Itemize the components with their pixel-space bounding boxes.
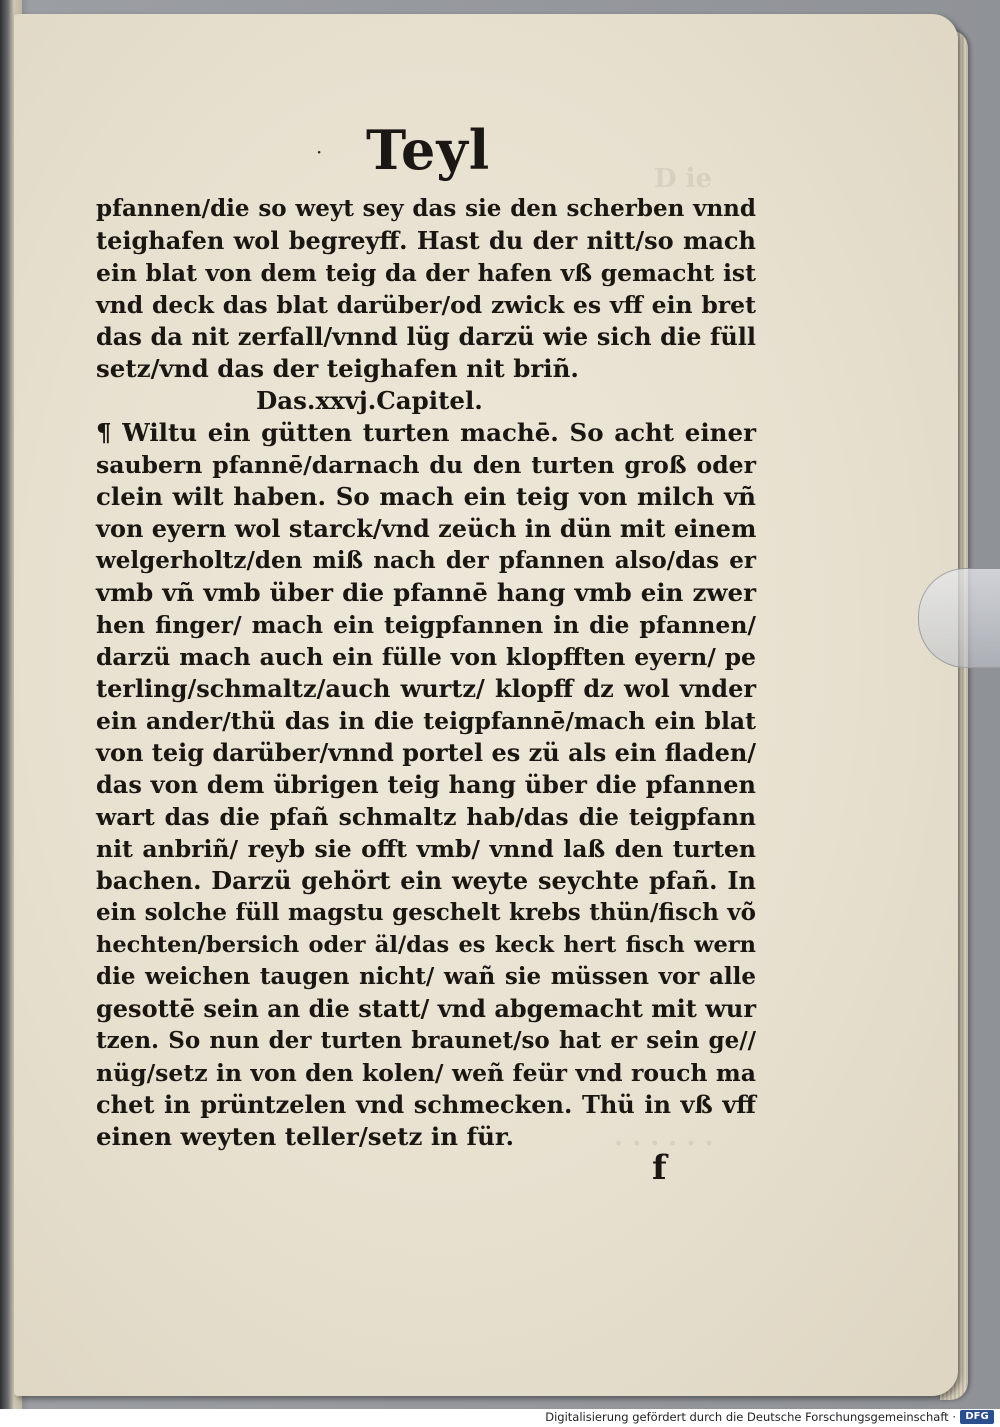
text-line: saubern pfannē/darnach du den turten groß oder (96, 451, 756, 479)
text-line: darzü mach auch ein fülle von klopfften eyern/ pe (96, 643, 756, 671)
page-clip-holder (918, 568, 1000, 668)
text-line: ein solche füll magstu geschelt krebs thün/fisch võ (96, 899, 756, 926)
signature-mark: f (652, 1148, 667, 1188)
text-line: nüg/setz in von den kolen/ weñ feür vnd rouch ma (96, 1059, 756, 1087)
text-line: ein blat von dem teig da der hafen vß gemacht ist (96, 259, 756, 287)
running-head-title: Teyl (366, 118, 491, 182)
text-line: chet in prüntzelen vnd schmecken. Thü in vß vff (96, 1090, 756, 1119)
text-line: vmb vñ vmb über die pfannē hang vmb ein zwer (96, 578, 756, 607)
bleed-through-text: · · · · · · (614, 1129, 714, 1159)
text-line: terling/schmaltz/auch wurtz/ klopff dz wol vnder (96, 674, 756, 703)
chapter-heading: Das.xxvj.Capitel. (256, 386, 483, 415)
text-line: nit anbriñ/ reyb sie offt vmb/ vnnd laß den turten (96, 835, 756, 863)
text-line: das da nit zerfall/vnnd lüg darzü wie sich die füll (96, 322, 756, 351)
text-line: tzen. So nun der turten braunet/so hat er sein ge// (96, 1027, 756, 1054)
running-head (314, 118, 514, 188)
text-line: die weichen taugen nicht/ wañ sie müssen vor alle (96, 963, 756, 990)
text-line: gesottē sein an die statt/ vnd abgemacht mit wur (96, 994, 756, 1023)
text-line: ein ander/thü das in die teigpfannē/mach ein blat (96, 707, 756, 735)
text-line: setz/vnd das der teighafen nit briñ. (96, 354, 579, 383)
text-line: hen finger/ mach ein teigpfannen in die pfannen/ (96, 611, 756, 639)
text-line: pfannen/die so weyt sey das sie den scherben vnnd (96, 195, 756, 222)
text-line: welgerholtz/den miß nach der pfannen also/das er (96, 547, 756, 574)
text-line: clein wilt haben. So mach ein teig von milch vñ (96, 482, 756, 511)
footer-credit: Digitalisierung gefördert durch die Deutsche Forschungsgemeinschaft · (545, 1410, 956, 1424)
text-line: einen weyten teller/setz in für. (96, 1122, 515, 1151)
text-line: das von dem übrigen teig hang über die pfannen (96, 770, 756, 799)
text-line: wart das die pfañ schmaltz hab/das die teigpfann (96, 803, 756, 831)
bleed-through-heading: D ie (654, 164, 713, 194)
running-head-ornament: · (316, 140, 323, 164)
dfg-logo: DFG (960, 1410, 994, 1424)
text-line: teighafen wol begreyff. Hast du der nitt/so mach (96, 226, 756, 255)
text-line: von teig darüber/vnnd portel es zü als ein fladen/ (96, 738, 757, 767)
text-line: von eyern wol starck/vnd zeüch in dün mit einem (96, 514, 757, 543)
text-line: hechten/bersich oder äl/das es keck hert fisch wern (96, 932, 756, 958)
text-line: vnd deck das blat darüber/od zwick es vff ein bret (96, 291, 756, 319)
text-line: ¶ Wiltu ein gütten turten machē. So acht einer (96, 418, 756, 447)
text-line: bachen. Darzü gehört ein weyte seychte pfañ. In (96, 866, 756, 895)
